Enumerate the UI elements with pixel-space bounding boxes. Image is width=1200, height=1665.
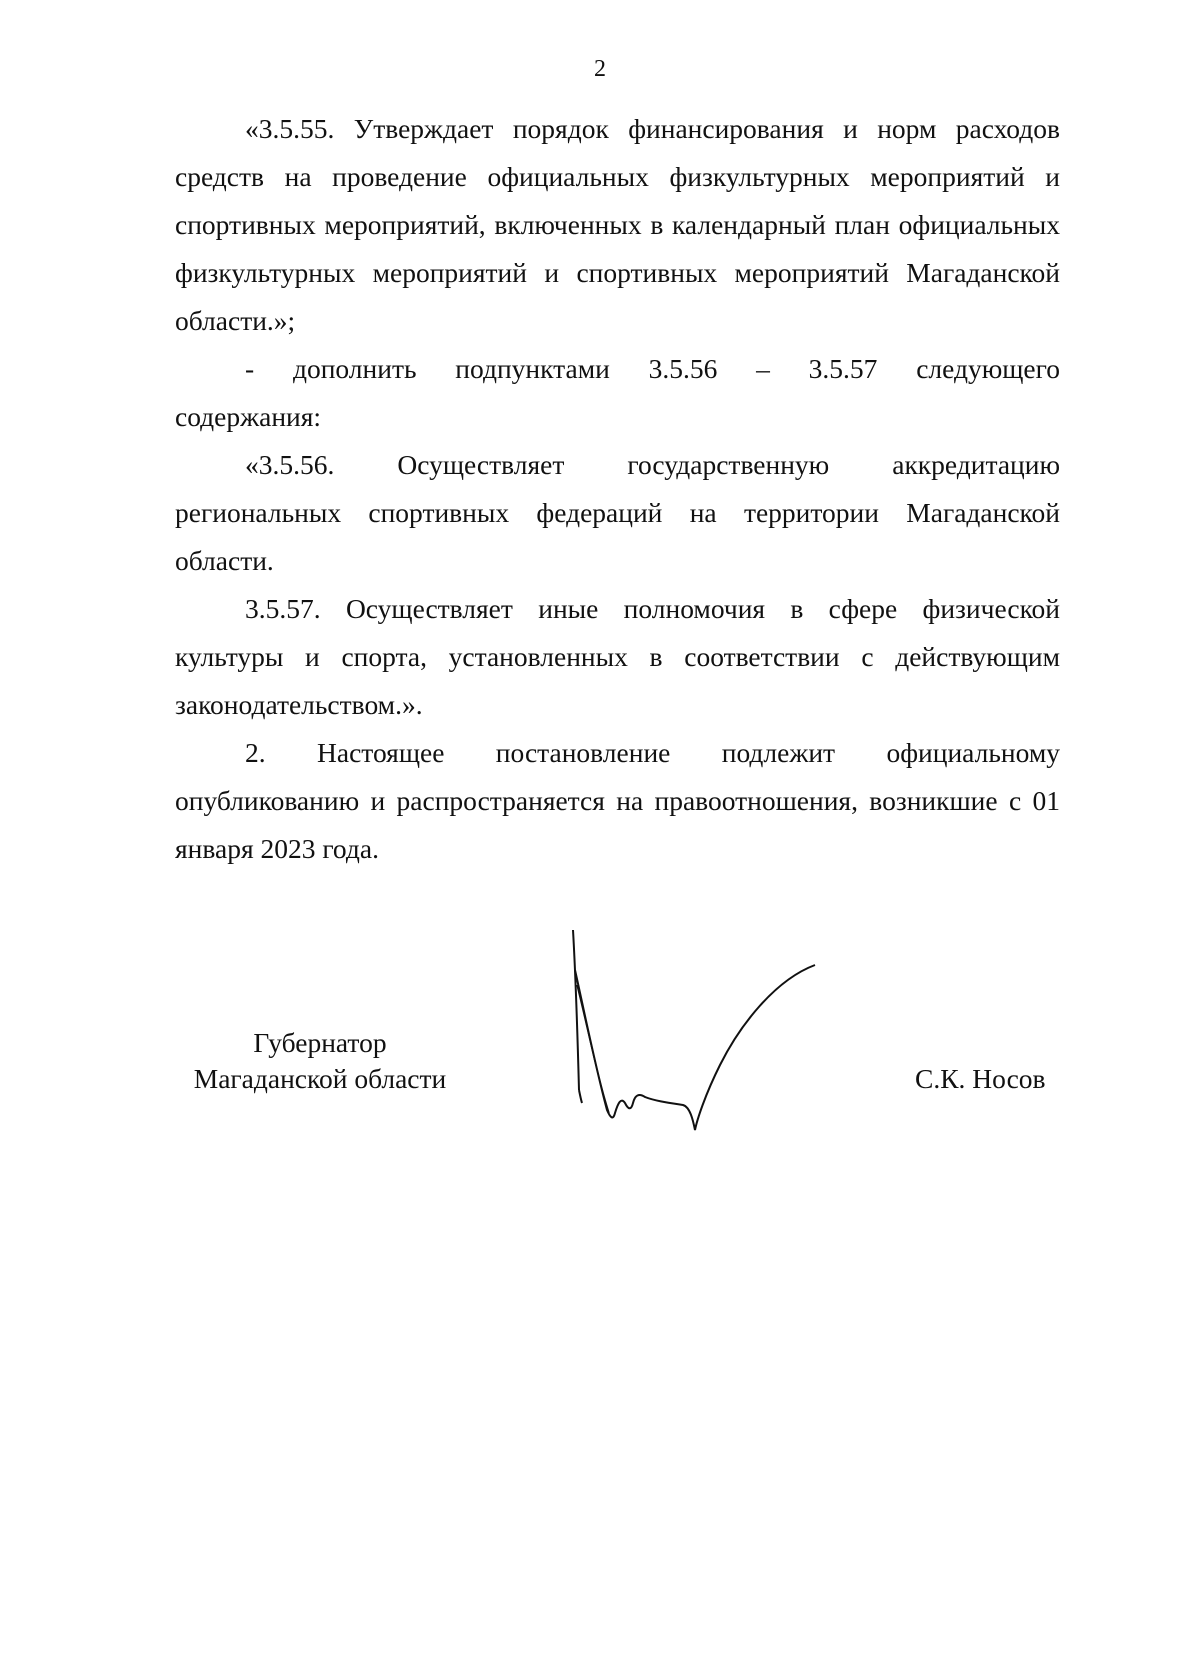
signatory-title	[175, 1025, 465, 1097]
instruction-word: –	[756, 353, 770, 384]
page-number: 2	[594, 56, 606, 82]
paragraph-3-5-55: «3.5.55. Утверждает порядок финансирования и норм расходов средств на проведение официальных физкультурных мероприятий и спортивных мероприятий, включенных в календарный план официальных физкультурных мероприятий и спортивных мероприятий Магаданской области.»;	[175, 113, 1060, 336]
instruction-word: дополнить	[292, 353, 417, 384]
instruction-word: 3.5.56	[648, 353, 718, 384]
handwritten-signature	[555, 925, 845, 1155]
instruction-word: подпунктами	[455, 353, 610, 384]
paragraph-3-5-56: «3.5.56. Осуществляет государственную аккредитацию региональных спортивных федераций на территории Магаданской области.	[175, 449, 1060, 576]
amendment-instruction-line	[175, 345, 1060, 393]
paragraph-2: 2. Настоящее постановление подлежит официальному опубликованию и распространяется на правоотношения, возникшие с 01 января 2023 года.	[175, 737, 1060, 864]
dash-marker: -	[245, 353, 255, 384]
document-body	[175, 105, 1060, 873]
signatory-name: С.К. Носов	[915, 1063, 1046, 1094]
paragraph-3-5-57: 3.5.57. Осуществляет иные полномочия в сфере физической культуры и спорта, установленных в соответствии с действующим законодательством.».	[175, 593, 1060, 720]
signatory-title-line-2: Магаданской области	[193, 1063, 447, 1094]
amendment-instruction-tail: содержания:	[175, 401, 322, 432]
signatory-title-line-1: Губернатор	[253, 1027, 387, 1058]
instruction-word: 3.5.57	[808, 353, 878, 384]
instruction-word: следующего	[916, 353, 1060, 384]
